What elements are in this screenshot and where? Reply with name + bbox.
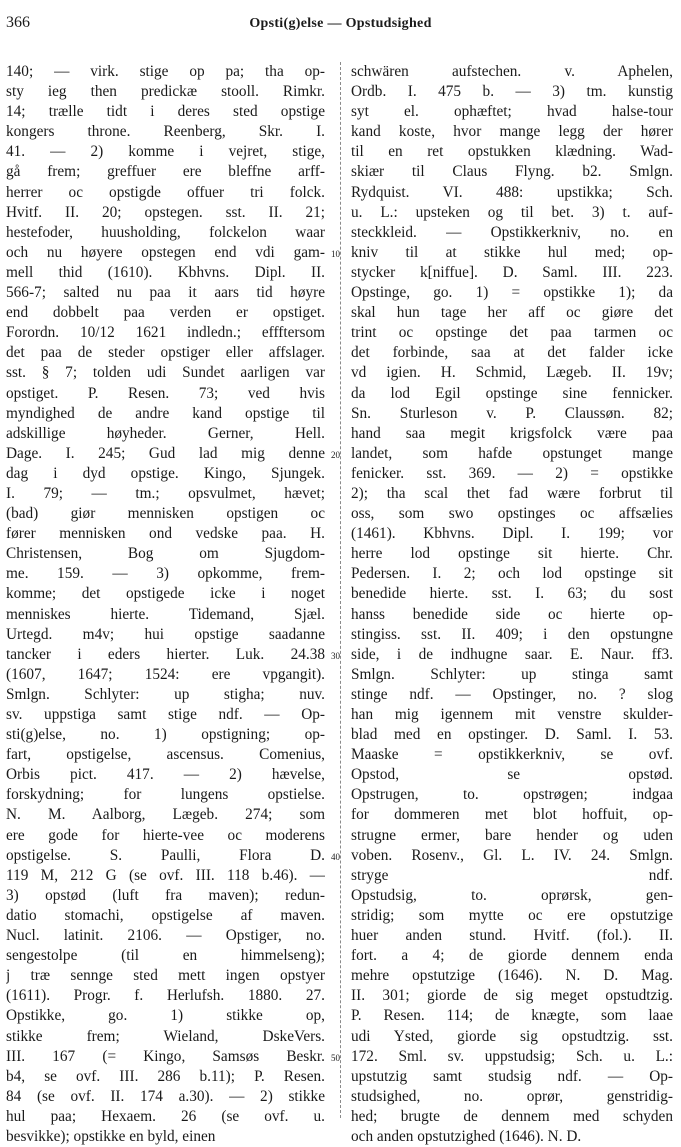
text-line: upstutzig samt studsig ndf. — Op- — [351, 1067, 673, 1085]
text-line: stryge ndf. — [351, 866, 673, 884]
text-line: side, i de indhugne saar. E. Naur. ff3. — [351, 645, 673, 663]
text-line: skal hun tage her aff oc giøre det — [351, 304, 673, 322]
text-line: udi Ysted, giorde sig opstudtzig. sst. — [351, 1027, 673, 1045]
text-line: schwären aufstechen. v. Aphelen, — [351, 63, 673, 80]
text-line: stinge ndf. — Opstinger, no. ? slog — [351, 685, 673, 703]
text-line: komme; det opstigede icke i noget — [6, 585, 325, 603]
text-line: menniskes hierte. Tidemand, Sjæl. — [6, 605, 325, 623]
text-line: han mig igennem mit venstre skulder- — [351, 706, 673, 723]
text-line: I. 79; — tm.; opsvulmet, hævet; — [6, 484, 325, 502]
running-head: Opsti(g)else — Opstudsighed — [249, 16, 432, 31]
text-line: blad med en opstinger. D. Saml. I. 53. — [351, 726, 673, 744]
text-line: til en ret opstukken klædning. Wad- — [351, 143, 673, 161]
text-line: fort. a 4; de giorde dennem enda — [351, 947, 673, 965]
text-line: Opstinge, go. 1) = opstikke 1); da — [351, 284, 673, 302]
text-line: b4, se ovf. III. 286 b.11); P. Resen. — [6, 1067, 325, 1085]
text-line: Orbis pict. 417. — 2) hævelse, — [6, 766, 325, 784]
text-line: N. M. Aalborg, Lægeb. 274; som — [6, 806, 325, 824]
text-line: steckkleid. — Opstikkerkniv, no. en — [351, 223, 673, 241]
right-column — [351, 62, 673, 1147]
text-line: fører mennisken ond vedske paa. H. — [6, 525, 325, 543]
text-line: Smlgn. Schlyter: up stigha; nuv. — [6, 685, 325, 703]
text-line: fenicker. sst. 369. — 2) = opstikke — [351, 464, 673, 482]
text-line: datio stomachi, opstigelse af maven. — [6, 906, 325, 924]
text-line: Urtegd. m4v; hui opstige saadanne — [6, 625, 325, 643]
text-line: 3) opstød (luft fra maven); redun- — [6, 886, 325, 904]
line-number-marker: 50 — [331, 1052, 340, 1063]
text-line: benedide hierte. sst. I. 63; du sost — [351, 585, 673, 603]
text-line: II. 301; giorde de sig meget opstudtzig. — [351, 987, 673, 1005]
text-line: hul paa; Hexaem. 26 (se ovf. u. — [6, 1107, 325, 1125]
text-line: hanss benedide side oc hierte op- — [351, 605, 673, 623]
text-line: Hvitf. II. 20; opstegen. sst. II. 21; — [6, 203, 325, 221]
text-line: oss, som swo opstinges oc affsælies — [351, 505, 673, 523]
text-line: opstiget. P. Resen. 73; ved hvis — [6, 384, 325, 402]
text-line: huer anden stund. Hvitf. (fol.). II. — [351, 927, 673, 945]
text-line: sti(g)else, no. 1) opstigning; op- — [6, 726, 325, 744]
text-line: stycker k[niffue]. D. Saml. III. 223. — [351, 263, 673, 281]
text-line: stridig; som mytte oc ere opstutzige — [351, 906, 673, 924]
text-line: Maaske = opstikkerkniv, se ovf. — [351, 746, 673, 764]
text-line: 140; — virk. stige op pa; tha op- — [6, 63, 325, 80]
text-line: Opstudsig, to. oprørsk, gen- — [351, 886, 673, 904]
text-line: kand koste, hvor mange legg der hører — [351, 123, 673, 141]
text-line: och anden opstutzighed (1646). N. D. — [351, 1127, 582, 1145]
text-line: stingiss. sst. II. 409; i den opstungne — [351, 625, 673, 643]
text-line: stikke frem; Wieland, DskeVers. — [6, 1027, 325, 1045]
text-line: (1607, 1647; 1524: ere vpgangit). — [6, 665, 325, 683]
text-line: tancker i eders hierter. Luk. 24.38 — [6, 645, 325, 663]
text-line: strugne ermer, bare hender og uden — [351, 826, 673, 844]
line-number-marker: 10 — [331, 248, 340, 259]
text-line: Opstikke, go. 1) stikke op, — [6, 1007, 325, 1025]
text-line: mell thid (1610). Kbhvns. Dipl. II. — [6, 263, 325, 281]
text-line: forskydning; for lungens opstielse. — [6, 786, 325, 804]
line-number-marker: 30 — [331, 650, 340, 661]
text-line: dag i dyd opstige. Kingo, Sjungek. — [6, 464, 325, 482]
text-line: da lod Egil opstinge sine fennicker. — [351, 384, 673, 402]
text-line: hestefoder, huusholding, folckelon waar — [6, 223, 325, 241]
text-line: 566-7; salted nu paa it aars tid høyre — [6, 284, 325, 302]
text-line: 2); tha scal thet fad wære forbrut til — [351, 484, 673, 502]
text-line: 14; trælle tidt i deres sted opstige — [6, 103, 325, 121]
text-line: ere gode for hierte-vee oc moderens — [6, 826, 325, 844]
text-line: (1461). Kbhvns. Dipl. I. 199; vor — [351, 525, 673, 543]
line-number-marker: 20 — [331, 449, 340, 460]
text-line: Christensen, Bog om Sjugdom- — [6, 545, 325, 563]
text-line: landet, som hafde opstunget mange — [351, 444, 673, 462]
text-line: III. 167 (= Kingo, Samsøs Beskr. — [6, 1047, 325, 1065]
page-number: 366 — [6, 14, 30, 31]
text-line: besvikke); opstikke en byld, einen — [6, 1127, 216, 1145]
text-line: me. 159. — 3) opkomme, frem- — [6, 565, 325, 583]
text-line: fart, opstigelse, ascensus. Comenius, — [6, 746, 325, 764]
text-line: Opstrugen, to. opstrøgen; indgaa — [351, 786, 673, 804]
text-line: j træ sennge sted mett ingen opstyer — [6, 967, 325, 985]
text-line: Ordb. I. 475 b. — 3) tm. kunstig — [351, 83, 673, 101]
text-line: 172. Sml. sv. uppstudsig; Sch. u. L.: — [351, 1047, 673, 1065]
text-line: 41. — 2) komme i vejret, stige, — [6, 143, 325, 161]
text-line: Smlgn. Schlyter: up stinga samt — [351, 665, 673, 683]
text-line: for dommeren met blot hoffuit, op- — [351, 806, 673, 824]
line-number-marker: 40 — [331, 851, 340, 862]
text-line: herrer oc opstigde offuer tri folck. — [6, 183, 325, 201]
text-line: hed; brugte de dennem med schyden — [351, 1107, 673, 1125]
text-line: skiær til Claus Flyng. b2. Smlgn. — [351, 163, 673, 181]
text-line: Sn. Sturleson v. P. Claussøn. 82; — [351, 404, 673, 422]
text-line: sst. § 7; tolden udi Sundet aarligen var — [6, 364, 325, 382]
text-line: Dage. I. 245; Gud lad mig denne — [6, 444, 325, 462]
left-column — [6, 62, 325, 1147]
text-line: sv. uppstiga samt stige ndf. — Op- — [6, 706, 325, 723]
text-line: opstigelse. S. Paulli, Flora D. — [6, 846, 325, 864]
text-line: vd igien. H. Schmid, Lægeb. II. 19v; — [351, 364, 673, 382]
text-line: Rydquist. VI. 488: upstikka; Sch. — [351, 183, 673, 201]
text-line: myndighed de andre kand opstige til — [6, 404, 325, 422]
text-line: Forordn. 10/12 1621 indledn.; effftersom — [6, 324, 325, 342]
text-line: det paa de steder opstiger eller affslager. — [6, 344, 325, 362]
text-line: kongers throne. Reenberg, Skr. I. — [6, 123, 325, 141]
text-line: 119 M, 212 G (se ovf. III. 118 b.46). — — [6, 866, 325, 884]
text-line: adskillige høyheder. Gerner, Hell. — [6, 424, 325, 442]
text-line: mehre opstutzige (1646). N. D. Mag. — [351, 967, 673, 985]
text-line: (1611). Progr. f. Herlufsh. 1880. 27. — [6, 987, 325, 1005]
text-line: sengestolpe (til en himmelseng); — [6, 947, 325, 965]
text-line: trint oc opstinge det paa tarmen oc — [351, 324, 673, 342]
text-line: herre lod opstinge sit hierte. Chr. — [351, 545, 673, 563]
text-line: 84 (se ovf. II. 174 a.30). — 2) stikke — [6, 1087, 325, 1105]
text-line: Opstod, se opstød. — [351, 766, 673, 784]
text-line: Pedersen. I. 2; och lod opstinge sit — [351, 565, 673, 583]
column-divider — [340, 62, 342, 1118]
text-line: studsighed, no. oprør, genstridig- — [351, 1087, 673, 1105]
text-line: end dobbelt paa verden er opstiget. — [6, 304, 325, 322]
text-line: kniv til at stikke hul med; op- — [351, 243, 673, 261]
text-line: (bad) giør mennisken opstigen oc — [6, 505, 325, 523]
text-line: hand saa megit krigsfolck være paa — [351, 424, 673, 442]
text-line: u. L.: upsteken og til bet. 3) t. auf- — [351, 203, 673, 221]
text-line: det forbinde, saa at det falder icke — [351, 344, 673, 362]
text-line: sty ieg then predickæ stooll. Rimkr. — [6, 83, 325, 101]
text-line: P. Resen. 114; de knægte, som laae — [351, 1007, 673, 1025]
text-line: gå frem; greffuer ere bleffne arff- — [6, 163, 325, 181]
text-line: och nu høyere opstegen end vdi gam- — [6, 243, 325, 261]
text-line: Nucl. latinit. 2106. — Opstiger, no. — [6, 927, 325, 945]
text-line: syt el. ophæftet; hvad halse-tour — [351, 103, 673, 121]
text-line: voben. Rosenv., Gl. L. IV. 24. Smlgn. — [351, 846, 673, 864]
